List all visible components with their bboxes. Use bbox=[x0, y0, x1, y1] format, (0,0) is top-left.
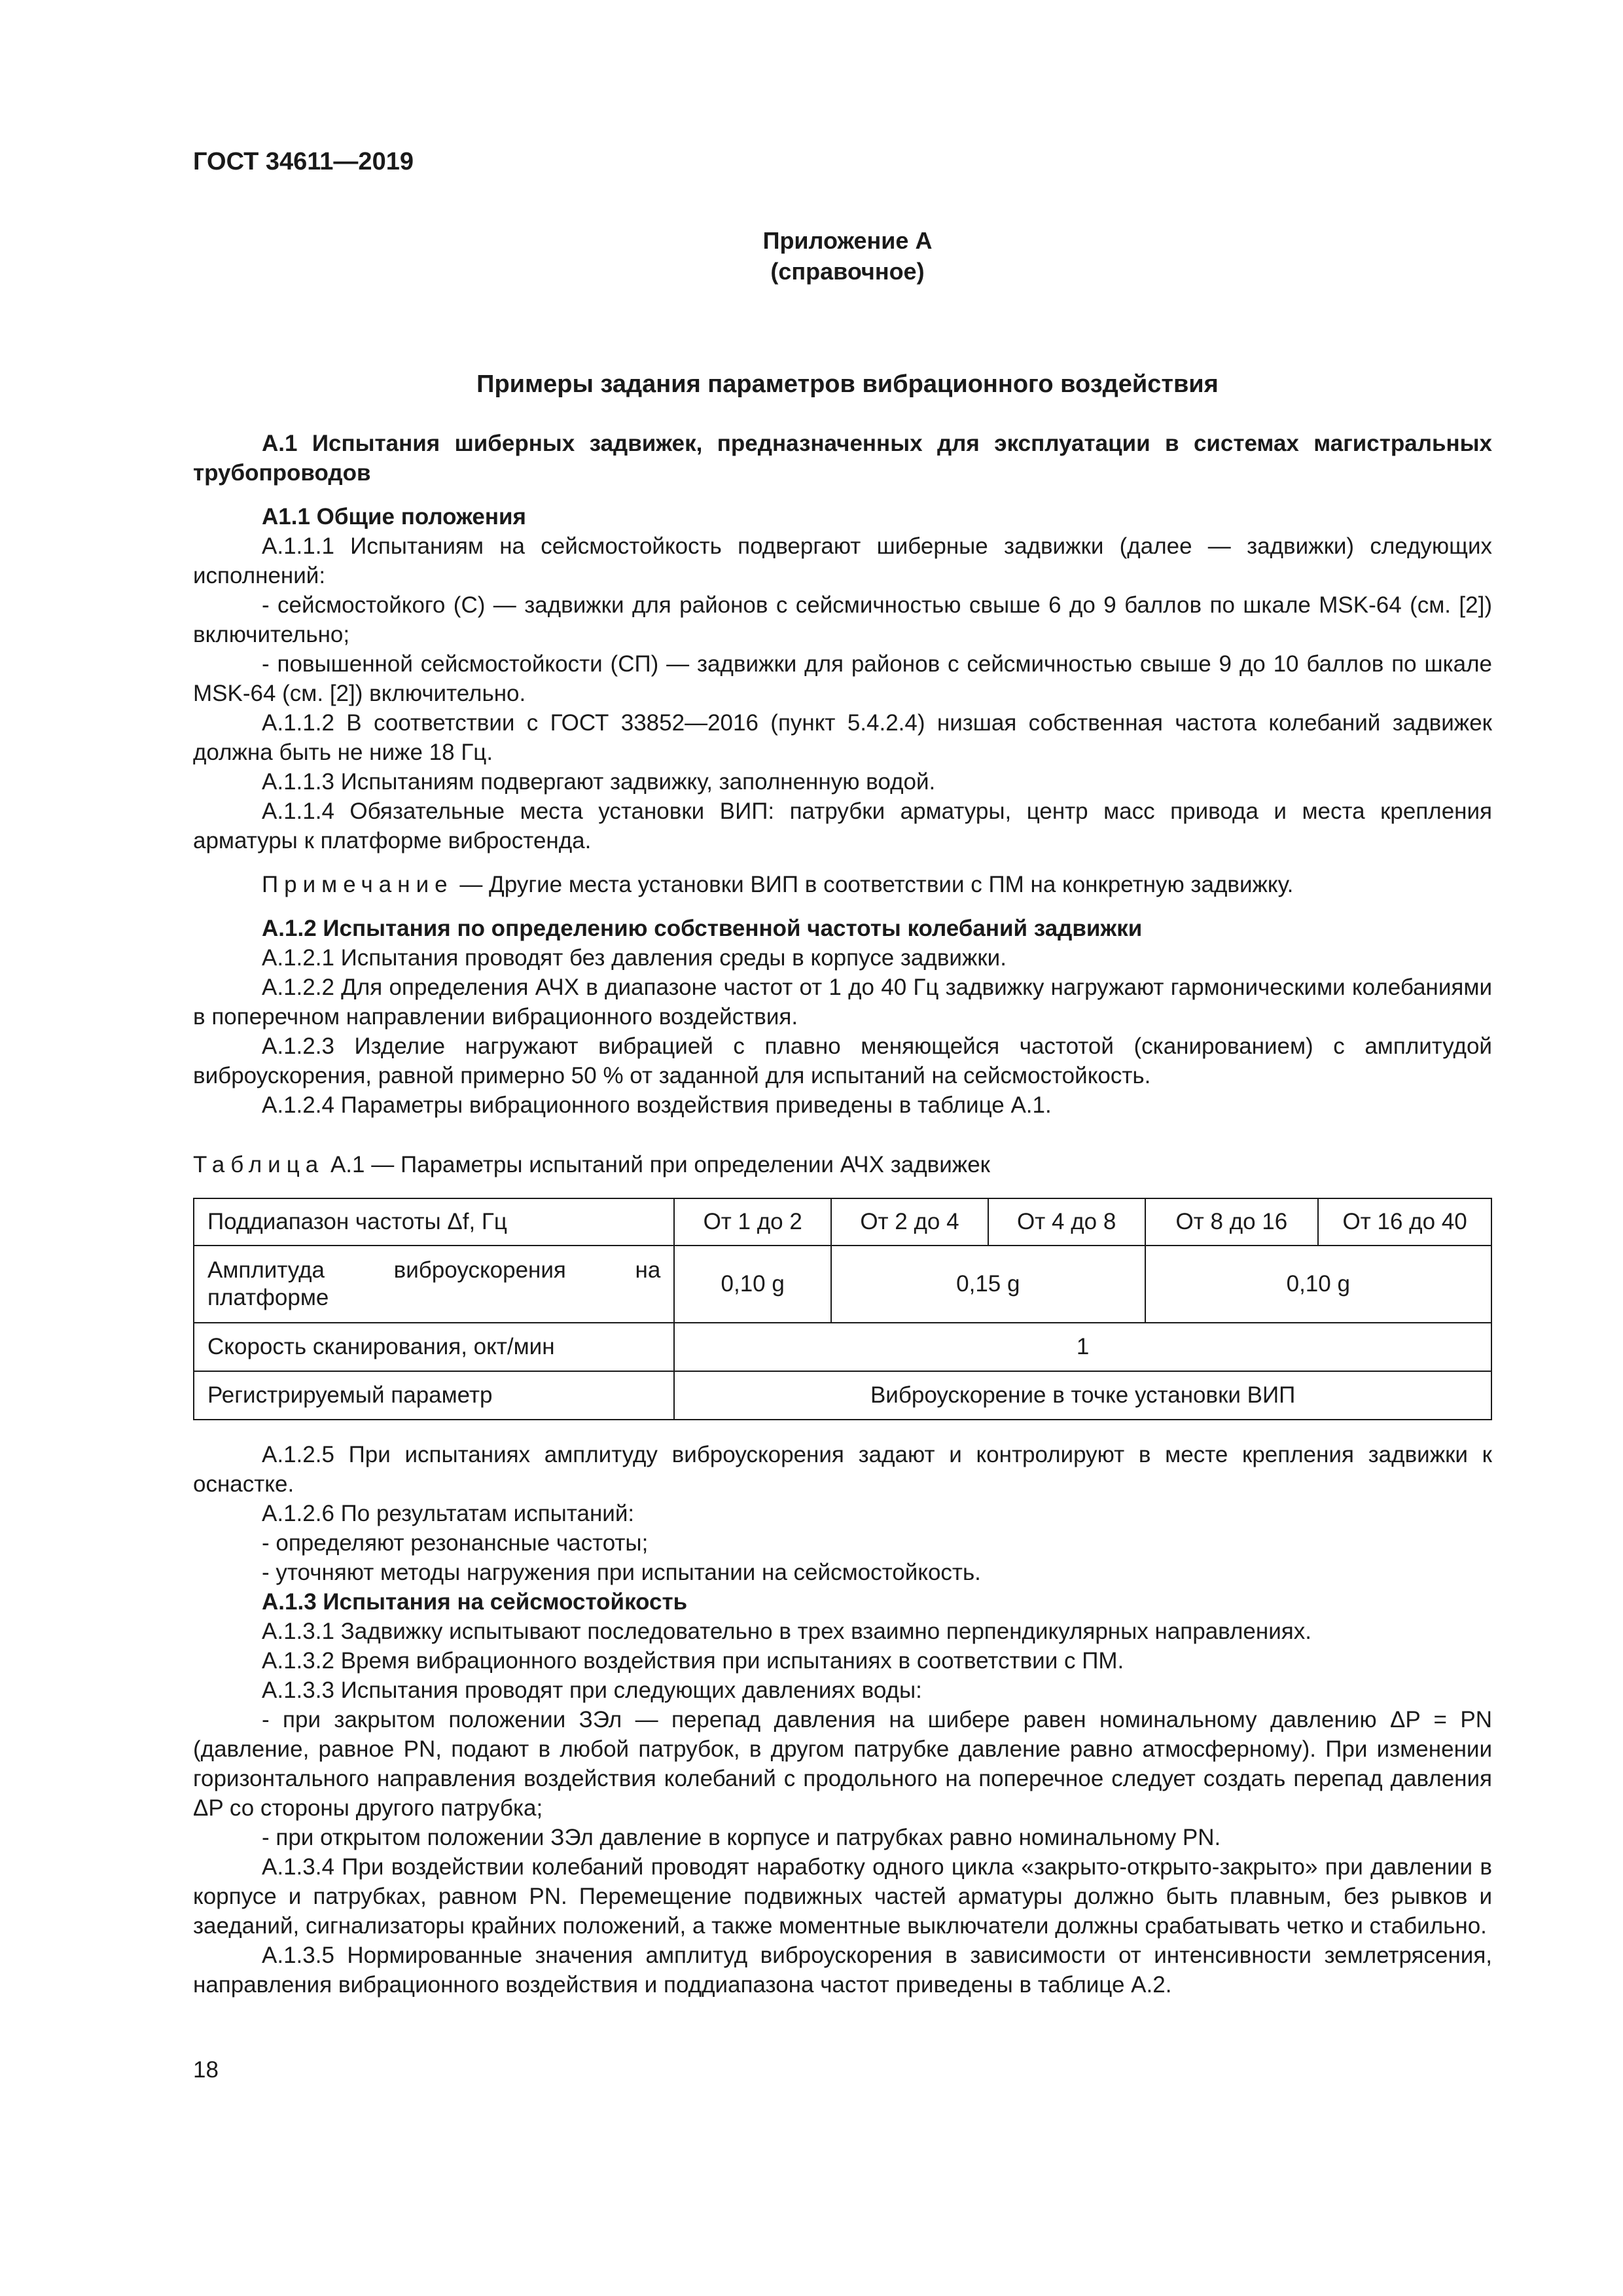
table-cell: 0,10 g bbox=[674, 1246, 831, 1323]
paragraph-a132: А.1.3.2 Время вибрационного воздействия при испытаниях в соответствии с ПМ. bbox=[262, 1648, 1124, 1674]
table-cell bbox=[194, 1246, 674, 1323]
table-caption-text: А.1 — Параметры испытаний при определении АЧХ задвижек bbox=[324, 1152, 990, 1177]
table-row bbox=[194, 1198, 1491, 1246]
table-cell: От 1 до 2 bbox=[674, 1198, 831, 1246]
paragraph-a125: А.1.2.5 При испытаниях амплитуду виброускорения задают и контролируют в месте крепления задвижки к оснастке. bbox=[193, 1442, 1492, 1497]
paragraph-a121: А.1.2.1 Испытания проводят без давления среды в корпусе задвижки. bbox=[262, 945, 1007, 971]
paragraph-a112: А.1.1.2 В соответствии с ГОСТ 33852—2016 (пункт 5.4.2.4) низшая собственная частота колебаний задвижек должна быть не ниже 18 Гц. bbox=[193, 710, 1492, 765]
paragraph-a131: А.1.3.1 Задвижку испытывают последовательно в трех взаимно перпендикулярных направлениях. bbox=[262, 1619, 1311, 1644]
paragraph-a135: А.1.3.5 Нормированные значения амплитуд виброускорения в зависимости от интенсивности землетрясения, направления вибрационного воздействия и поддиапазона частот приведены в таблице А.2. bbox=[193, 1943, 1492, 1998]
note-text: — Другие места установки ВИП в соответствии с ПМ на конкретную задвижку. bbox=[453, 872, 1294, 897]
paragraph-a133: А.1.3.3 Испытания проводят при следующих давлениях воды: bbox=[262, 1677, 922, 1703]
appendix-type: (справочное) bbox=[770, 258, 925, 285]
appendix-title: Приложение А bbox=[762, 227, 933, 254]
table-caption-label: Таблица bbox=[193, 1152, 325, 1177]
table-cell: Виброускорение в точке установки ВИП bbox=[674, 1371, 1491, 1420]
paragraph-a123: А.1.2.3 Изделие нагружают вибрацией с плавно меняющейся частотой (сканированием) с амплитудой виброускорения, равной примерно 50 % от заданной для испытаний на сейсмостойкость. bbox=[193, 1033, 1492, 1088]
paragraph-a114: А.1.1.4 Обязательные места установки ВИП: патрубки арматуры, центр масс привода и места крепления арматуры к платформе вибростенда. bbox=[193, 798, 1492, 853]
document-id: ГОСТ 34611—2019 bbox=[193, 148, 414, 175]
body-lower bbox=[193, 1440, 1492, 2000]
paragraph-a126: А.1.2.6 По результатам испытаний: bbox=[262, 1501, 635, 1526]
paragraph-a134: А.1.3.4 При воздействии колебаний проводят наработку одного цикла «закрыто-открыто-закрыто» при давлении в корпусе и патрубках, равном PN. Перемещение подвижных частей арматуры должно быть плавным, без рывков и заеданий, сигнализаторы крайних положений, а также моментные выключатели должны срабатывать четко и стабильно. bbox=[193, 1854, 1492, 1939]
table-cell: 0,10 g bbox=[1145, 1246, 1491, 1323]
list-item: - сейсмостойкого (С) — задвижки для районов с сейсмичностью свыше 6 до 9 баллов по шкале MSK-64 (см. [2]) включительно; bbox=[193, 592, 1492, 647]
table-cell: Регистрируемый параметр bbox=[194, 1371, 674, 1420]
list-item: - определяют резонансные частоты; bbox=[262, 1530, 649, 1556]
table-cell: Скорость сканирования, окт/мин bbox=[194, 1323, 674, 1371]
section-heading-a13: А.1.3 Испытания на сейсмостойкость bbox=[262, 1589, 688, 1615]
paragraph-a124: А.1.2.4 Параметры вибрационного воздействия приведены в таблице А.1. bbox=[262, 1092, 1052, 1118]
parameters-table bbox=[193, 1198, 1492, 1420]
list-item: - при открытом положении ЗЭл давление в корпусе и патрубках равно номинальному PN. bbox=[262, 1825, 1221, 1850]
table-cell-text: Амплитуда виброускорения на платформе bbox=[207, 1257, 661, 1310]
body-upper bbox=[193, 429, 1492, 1120]
appendix-heading: Примеры задания параметров вибрационного воздействия bbox=[476, 370, 1219, 398]
table-cell: От 8 до 16 bbox=[1145, 1198, 1319, 1246]
paragraph-a111: А.1.1.1 Испытаниям на сейсмостойкость подвергают шиберные задвижки (далее — задвижки) следующих исполнений: bbox=[193, 533, 1492, 588]
section-heading-a1: А.1 Испытания шиберных задвижек, предназначенных для эксплуатации в системах магистральных трубопроводов bbox=[193, 431, 1492, 486]
table-row bbox=[194, 1371, 1491, 1420]
section-heading-a12: А.1.2 Испытания по определению собственной частоты колебаний задвижки bbox=[262, 916, 1143, 941]
table-cell: От 4 до 8 bbox=[988, 1198, 1145, 1246]
list-item: - повышенной сейсмостойкости (СП) — задвижки для районов с сейсмичностью свыше 9 до 10 баллов по шкале MSK-64 (см. [2]) включительно. bbox=[193, 651, 1492, 706]
table-caption bbox=[193, 1150, 990, 1179]
paragraph-a122: А.1.2.2 Для определения АЧХ в диапазоне частот от 1 до 40 Гц задвижку нагружают гармоническими колебаниями в поперечном направлении вибрационного воздействия. bbox=[193, 975, 1492, 1030]
list-item: - при закрытом положении ЗЭл — перепад давления на шибере равен номинальному давлению ΔP = PN (давление, равное PN, подают в любой патрубок, в другом патрубке давление равно атмосферному). При изменении горизонтального направления воздействия колебаний с продольного на поперечное следует создать перепад давления ΔP со стороны другого патрубка; bbox=[193, 1707, 1492, 1821]
note-label: Примечание bbox=[262, 872, 454, 897]
table-cell: 1 bbox=[674, 1323, 1491, 1371]
page-number: 18 bbox=[193, 2057, 219, 2083]
table-row bbox=[194, 1246, 1491, 1323]
table-cell: От 2 до 4 bbox=[831, 1198, 988, 1246]
table-cell: 0,15 g bbox=[831, 1246, 1145, 1323]
table-cell: Поддиапазон частоты Δf, Гц bbox=[194, 1198, 674, 1246]
section-heading-a11: А1.1 Общие положения bbox=[262, 504, 526, 529]
list-item: - уточняют методы нагружения при испытании на сейсмостойкость. bbox=[262, 1560, 981, 1585]
table-cell: От 16 до 40 bbox=[1318, 1198, 1491, 1246]
paragraph-a113: А.1.1.3 Испытаниям подвергают задвижку, заполненную водой. bbox=[262, 769, 936, 795]
table-row bbox=[194, 1323, 1491, 1371]
note bbox=[193, 870, 1492, 899]
